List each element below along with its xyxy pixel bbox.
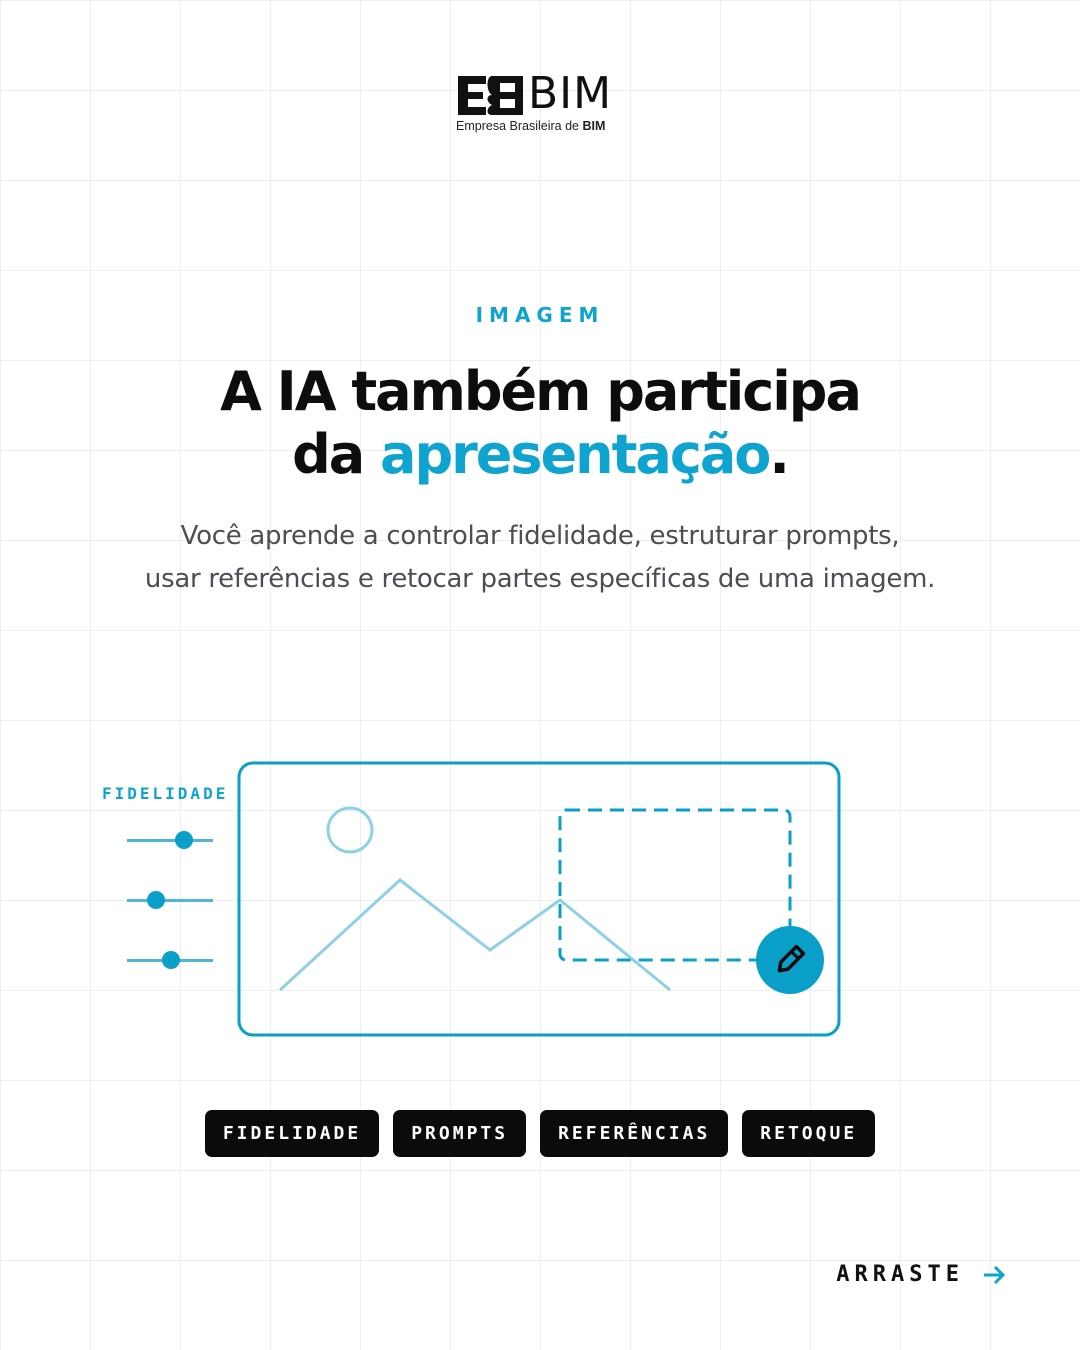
title-prefix: da: [292, 423, 381, 486]
arrow-right-icon: [982, 1265, 1006, 1285]
mountain-icon: [280, 880, 670, 990]
swipe-label: ARRASTE: [836, 1262, 964, 1287]
image-illustration: [237, 760, 847, 1042]
logo-eb-glyph-icon: [456, 72, 526, 116]
slider-track: [127, 839, 213, 842]
tag-prompts[interactable]: PROMPTS: [393, 1110, 526, 1157]
swipe-cta[interactable]: [836, 1262, 1006, 1287]
edit-button[interactable]: [756, 926, 824, 994]
selection-area[interactable]: [560, 810, 790, 960]
fidelity-slider-3[interactable]: [127, 950, 213, 970]
fidelity-label: FIDELIDADE: [102, 784, 229, 803]
page-title: [0, 360, 1080, 486]
logo-mark: [456, 68, 636, 119]
fidelity-slider-1[interactable]: [127, 830, 213, 850]
logo-tagline-bold: BIM: [582, 119, 606, 133]
slider-knob[interactable]: [147, 891, 165, 909]
topic-tags: [0, 1110, 1080, 1157]
slider-knob[interactable]: [162, 951, 180, 969]
title-line-1: A IA também participa: [220, 360, 860, 423]
fidelity-slider-2[interactable]: [127, 890, 213, 910]
image-frame: [239, 763, 839, 1035]
title-accent-word: apresentação: [380, 423, 770, 486]
title-period: .: [769, 423, 788, 486]
tag-fidelidade[interactable]: FIDELIDADE: [205, 1110, 379, 1157]
description: [0, 515, 1080, 601]
logo-tagline-text: Empresa Brasileira de: [456, 119, 583, 133]
section-kicker: IMAGEM: [475, 303, 605, 327]
brand-logo: [456, 68, 636, 142]
description-line-2: usar referências e retocar partes específicas de uma imagem.: [144, 564, 936, 594]
title-line-2: [0, 423, 1080, 486]
slider-knob[interactable]: [175, 831, 193, 849]
tag-retoque[interactable]: RETOQUE: [742, 1110, 875, 1157]
logo-wordmark: BIM: [528, 68, 613, 119]
logo-tagline: [456, 119, 636, 133]
description-line-1: Você aprende a controlar fidelidade, estruturar prompts,: [180, 521, 900, 551]
tag-referencias[interactable]: REFERÊNCIAS: [540, 1110, 728, 1157]
sun-icon: [328, 808, 372, 852]
slider-track: [127, 899, 213, 902]
